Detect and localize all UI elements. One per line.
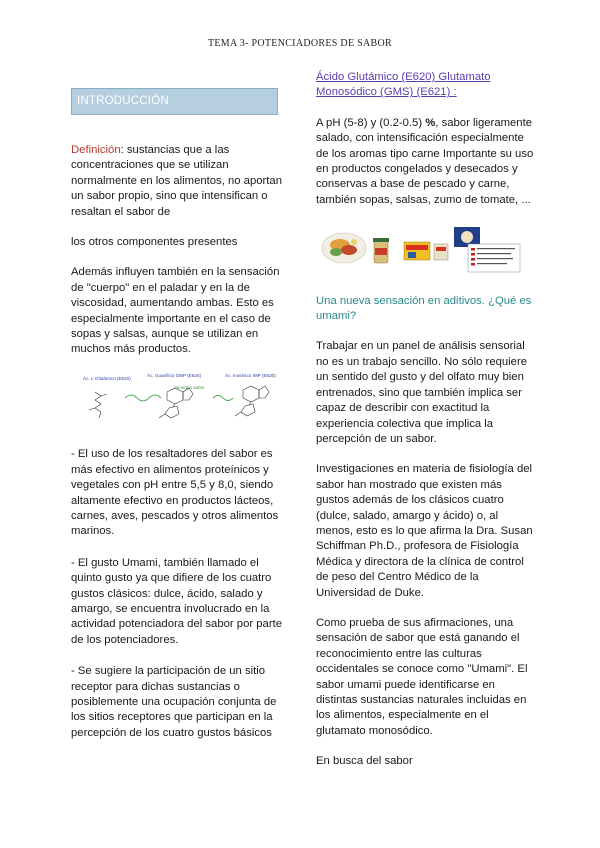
food-plate-photo — [322, 233, 366, 263]
right-column — [316, 70, 534, 770]
umami-heading: Una nueva sensación en aditivos. ¿Qué es umami? — [316, 294, 532, 323]
molecule-label-glutamico: Ác. L-Glutámico (E620) — [83, 375, 131, 381]
ph-bold: % — [425, 116, 436, 129]
paragraph-cuerpo: Además influyen también en la sensación de "cuerpo" en el paladar y en la de viscosidad, aumentando ambas. Esto es especialmente importante en el caso de sopas y salsas, aunque se utilizan en muchos más productos. — [71, 266, 280, 356]
package-label-photo — [454, 227, 520, 272]
paragraph-panel-sensorial: Trabajar en un panel de análisis sensorial no es un trabajo sencillo. No sólo requiere un sentido del gusto y del olfato muy bien entrenados, sino que también implica ser capaz de describir con exactitud la experiencia colectiva que implica la percepción de un sabor. — [316, 340, 528, 445]
molecule-label-inosinico: Ác. Inosínico IMP (E630) — [225, 372, 276, 378]
product-photos — [318, 220, 530, 274]
bullet-receptor: - Se sugiere la participación de un sitio receptor para dichas sustancias o posiblemente una ocupación conjunta de los sitios receptores que participan en la percepción de los cuatro gustos básicos — [71, 665, 277, 739]
definition-paragraph — [71, 143, 283, 220]
glutamic-structure — [89, 392, 107, 418]
guanilic-structure — [159, 388, 193, 418]
ph-text: , sabor ligeramente salado, con intensificación especialmente de los aromas tipo carne Importante su uso en productos congelados y desecados y conservas a base de pescado y carne, también sopas, salsas, zumo de tomate, ... — [316, 116, 534, 206]
molecule-structures-figure — [75, 372, 285, 428]
paragraph-investigaciones: Investigaciones en materia de fisiología del sabor han mostrado que existen más gustos además de los clásicos cuatro (dulce, salado, amargo y ácido) o, al menos, esto es lo que afirma la Dra. Susan Schiffman Ph.D., profesora de Fisiología Médica y directora de la clínica de control de peso del Centro Médico de la Universidad de Duke. — [316, 463, 533, 599]
en-busca-del-sabor: En busca del sabor — [316, 755, 413, 768]
bullet-umami: - El gusto Umami, también llamado el quinto gusto ya que difiere de los cuatro gustos clásicos: dulce, ácido, salado y amargo, se encuentra involucrado en la actividad potenciadora del sabor por parte de los potenciadores. — [71, 556, 283, 646]
left-column — [71, 88, 283, 741]
paragraph-prueba-umami: Como prueba de sus afirmaciones, una sensación de sabor que está ganando el reconocimiento entre las culturas occidentales se conoce como "Umami". El sabor umami puede identificarse en distintas sustancias naturales incluidas en los alimentos, especialmente en el glutamato monosódico. — [316, 616, 528, 737]
seasoning-jar-photo — [373, 238, 389, 263]
page-header: TEMA 3- POTENCIADORES DE SABOR — [207, 38, 392, 49]
bullet-ph-efectividad: - El uso de los resaltadores del sabor es más efectivo en alimentos proteínicos y vegetales con pH entre 5,5 y 8,0, siendo altamente efectivo en productos lácteos, carnes, aves, pescados y otros alimentos marinos. — [71, 448, 279, 538]
ph-lead: A pH (5-8) y (0.2-0.5) — [316, 116, 426, 129]
definition-term: Definición — [71, 144, 121, 156]
ph-paragraph — [316, 116, 534, 208]
stock-box-photo — [404, 242, 448, 260]
sinergia-label: Sinergia sabor — [175, 384, 205, 390]
section-heading-introduccion: INTRODUCCIÓN — [71, 88, 278, 115]
glutamic-acid-heading: Ácido Glutámico (E620) Glutamato Monosódico (GMS) (E621) : — [316, 71, 491, 99]
inosinic-structure — [235, 386, 269, 416]
sinergia-wave — [125, 395, 233, 401]
molecule-label-guanilico: Ác. Guanílico GMP (E626) — [147, 372, 202, 378]
definition-text: : sustancias que a las concentraciones que se utilizan normalmente en los alimentos, no aportan un sabor propio, sino que intensifican o resaltan el sabor de — [71, 144, 282, 218]
definition-continuation: los otros componentes presentes — [71, 236, 238, 249]
